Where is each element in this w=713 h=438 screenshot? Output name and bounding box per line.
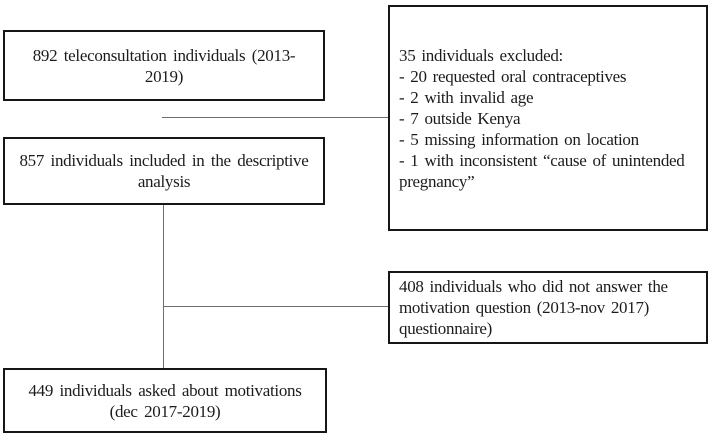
text-line: pregnancy” <box>399 171 475 191</box>
text-line: (dec 2017-2019) <box>109 401 221 421</box>
text-line: 449 individuals asked about motivations <box>28 380 302 400</box>
connector-to-excluded-box <box>162 117 388 118</box>
text-line: 408 individuals who did not answer the <box>399 277 668 296</box>
text-line: - 5 missing information on location <box>399 129 639 149</box>
text-line: questionnaire) <box>399 319 493 338</box>
connector-to-no-answer-box <box>163 306 388 307</box>
text-line: - 2 with invalid age <box>399 87 534 107</box>
text-line: 892 teleconsultation individuals (2013- <box>32 45 296 65</box>
connector-857-to-449 <box>163 205 164 368</box>
text-line: 35 individuals excluded: <box>399 45 563 65</box>
text-line: 2019) <box>144 66 184 86</box>
text-line: - 20 requested oral contraceptives <box>399 66 627 86</box>
box-892-teleconsultation <box>3 30 325 101</box>
box-35-excluded <box>388 5 708 231</box>
text-line: analysis <box>137 172 191 191</box>
text-line: - 1 with inconsistent “cause of unintended <box>399 150 685 170</box>
text-line: - 7 outside Kenya <box>399 108 521 128</box>
box-449-motivations <box>3 368 327 433</box>
text-line: 857 individuals included in the descriptive <box>19 151 309 170</box>
text-line: motivation question (2013-nov 2017) <box>399 298 650 317</box>
box-857-descriptive-analysis <box>3 137 325 205</box>
box-408-no-answer <box>388 271 708 344</box>
